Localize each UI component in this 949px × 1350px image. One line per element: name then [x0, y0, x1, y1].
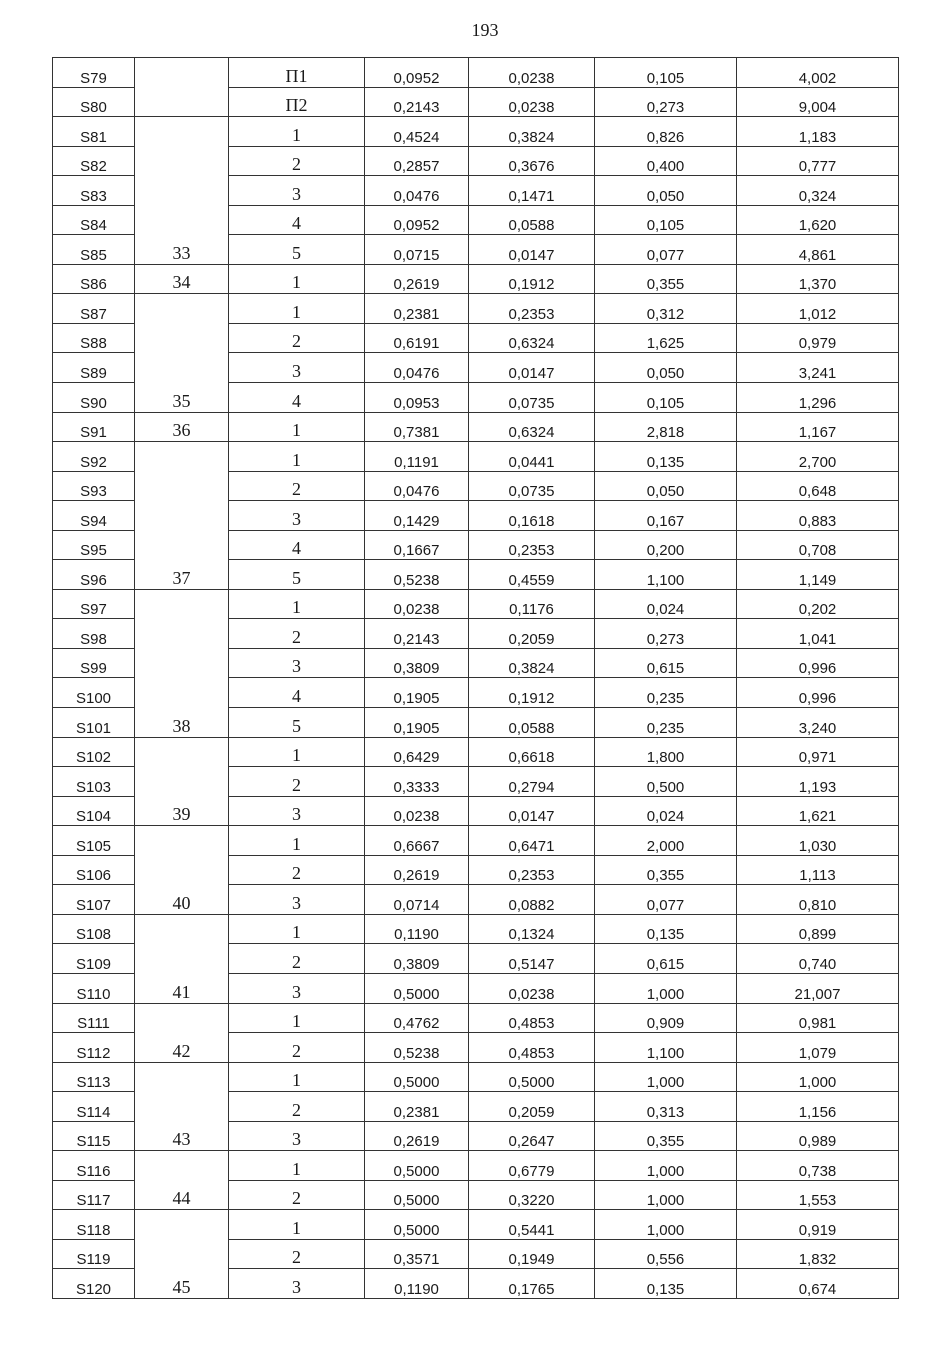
table-row	[53, 914, 899, 944]
value-cell-2: 0,0441	[469, 442, 595, 472]
value-cell-3: 0,355	[595, 264, 737, 294]
value-cell-3: 0,050	[595, 471, 737, 501]
sample-id-cell: S107	[53, 885, 135, 915]
value-cell-4: 1,113	[737, 855, 899, 885]
value-cell-1: 0,3809	[365, 648, 469, 678]
value-cell-3: 1,000	[595, 1062, 737, 1092]
sample-id-cell: S94	[53, 501, 135, 531]
group-number-cell	[135, 58, 229, 117]
value-cell-1: 0,5000	[365, 1151, 469, 1181]
sample-id-cell: S93	[53, 471, 135, 501]
value-cell-4: 4,002	[737, 58, 899, 88]
value-cell-4: 1,621	[737, 796, 899, 826]
sample-id-cell: S96	[53, 560, 135, 590]
group-number-cell: 41	[135, 914, 229, 1003]
value-cell-3: 1,100	[595, 1033, 737, 1063]
sample-id-cell: S118	[53, 1210, 135, 1240]
sub-number-cell: 3	[229, 973, 365, 1003]
value-cell-1: 0,1190	[365, 1269, 469, 1299]
value-cell-3: 1,000	[595, 1151, 737, 1181]
value-cell-3: 0,615	[595, 648, 737, 678]
value-cell-3: 0,355	[595, 855, 737, 885]
sample-id-cell: S102	[53, 737, 135, 767]
value-cell-2: 0,1912	[469, 678, 595, 708]
table-body	[53, 58, 899, 1299]
sample-id-cell: S110	[53, 973, 135, 1003]
sample-id-cell: S116	[53, 1151, 135, 1181]
table-row	[53, 442, 899, 472]
value-cell-4: 0,989	[737, 1121, 899, 1151]
value-cell-3: 0,135	[595, 914, 737, 944]
value-cell-1: 0,6191	[365, 323, 469, 353]
value-cell-2: 0,1471	[469, 176, 595, 206]
sub-number-cell: 1	[229, 1003, 365, 1033]
value-cell-4: 1,193	[737, 767, 899, 797]
value-cell-2: 0,1176	[469, 589, 595, 619]
value-cell-2: 0,0588	[469, 708, 595, 738]
sub-number-cell: 2	[229, 1180, 365, 1210]
sub-number-cell: 1	[229, 412, 365, 442]
table-row	[53, 589, 899, 619]
sub-number-cell: 3	[229, 648, 365, 678]
value-cell-3: 2,000	[595, 826, 737, 856]
sample-id-cell: S104	[53, 796, 135, 826]
value-cell-3: 0,313	[595, 1092, 737, 1122]
value-cell-1: 0,2619	[365, 1121, 469, 1151]
sample-id-cell: S87	[53, 294, 135, 324]
value-cell-3: 0,135	[595, 1269, 737, 1299]
value-cell-3: 1,625	[595, 323, 737, 353]
value-cell-2: 0,4559	[469, 560, 595, 590]
value-cell-2: 0,2794	[469, 767, 595, 797]
table-row	[53, 1003, 899, 1033]
value-cell-4: 0,996	[737, 648, 899, 678]
sub-number-cell: 2	[229, 323, 365, 353]
sub-number-cell: 2	[229, 146, 365, 176]
value-cell-3: 0,556	[595, 1239, 737, 1269]
table-row	[53, 412, 899, 442]
sub-number-cell: 3	[229, 176, 365, 206]
table-row	[53, 737, 899, 767]
value-cell-4: 0,777	[737, 146, 899, 176]
sample-id-cell: S100	[53, 678, 135, 708]
sub-number-cell: 2	[229, 767, 365, 797]
value-cell-4: 0,810	[737, 885, 899, 915]
value-cell-4: 0,899	[737, 914, 899, 944]
value-cell-2: 0,2353	[469, 530, 595, 560]
sample-id-cell: S113	[53, 1062, 135, 1092]
value-cell-2: 0,2647	[469, 1121, 595, 1151]
sample-id-cell: S83	[53, 176, 135, 206]
value-cell-1: 0,1905	[365, 678, 469, 708]
value-cell-1: 0,6429	[365, 737, 469, 767]
value-cell-4: 1,156	[737, 1092, 899, 1122]
value-cell-4: 9,004	[737, 87, 899, 117]
value-cell-3: 0,167	[595, 501, 737, 531]
sub-number-cell: 1	[229, 1062, 365, 1092]
sample-id-cell: S105	[53, 826, 135, 856]
value-cell-3: 0,050	[595, 353, 737, 383]
sub-number-cell: 2	[229, 1239, 365, 1269]
sub-number-cell: 3	[229, 796, 365, 826]
value-cell-3: 0,077	[595, 885, 737, 915]
sample-id-cell: S80	[53, 87, 135, 117]
value-cell-4: 1,620	[737, 205, 899, 235]
value-cell-2: 0,2059	[469, 619, 595, 649]
value-cell-1: 0,4762	[365, 1003, 469, 1033]
value-cell-4: 0,971	[737, 737, 899, 767]
value-cell-4: 0,738	[737, 1151, 899, 1181]
sample-id-cell: S112	[53, 1033, 135, 1063]
sub-number-cell: 1	[229, 826, 365, 856]
sub-number-cell: 2	[229, 944, 365, 974]
sample-id-cell: S119	[53, 1239, 135, 1269]
value-cell-3: 0,200	[595, 530, 737, 560]
value-cell-1: 0,0714	[365, 885, 469, 915]
page-number: 193	[471, 20, 499, 40]
value-cell-1: 0,5000	[365, 1062, 469, 1092]
value-cell-3: 0,135	[595, 442, 737, 472]
value-cell-3: 2,818	[595, 412, 737, 442]
value-cell-2: 0,2353	[469, 294, 595, 324]
table-row	[53, 826, 899, 856]
value-cell-3: 0,400	[595, 146, 737, 176]
sub-number-cell: П2	[229, 87, 365, 117]
sub-number-cell: 3	[229, 353, 365, 383]
sub-number-cell: 1	[229, 294, 365, 324]
sub-number-cell: 2	[229, 855, 365, 885]
sample-id-cell: S85	[53, 235, 135, 265]
value-cell-1: 0,0476	[365, 176, 469, 206]
value-cell-1: 0,3571	[365, 1239, 469, 1269]
value-cell-2: 0,0147	[469, 235, 595, 265]
value-cell-2: 0,5147	[469, 944, 595, 974]
sub-number-cell: 2	[229, 1092, 365, 1122]
value-cell-4: 1,553	[737, 1180, 899, 1210]
sample-id-cell: S117	[53, 1180, 135, 1210]
value-cell-1: 0,0715	[365, 235, 469, 265]
value-cell-1: 0,3333	[365, 767, 469, 797]
value-cell-1: 0,0952	[365, 58, 469, 88]
value-cell-1: 0,5238	[365, 560, 469, 590]
value-cell-3: 0,050	[595, 176, 737, 206]
value-cell-1: 0,5238	[365, 1033, 469, 1063]
value-cell-4: 1,079	[737, 1033, 899, 1063]
value-cell-4: 0,996	[737, 678, 899, 708]
sample-id-cell: S98	[53, 619, 135, 649]
value-cell-2: 0,0238	[469, 973, 595, 1003]
value-cell-3: 0,105	[595, 58, 737, 88]
sub-number-cell: 1	[229, 737, 365, 767]
sample-id-cell: S109	[53, 944, 135, 974]
sub-number-cell: 4	[229, 205, 365, 235]
value-cell-1: 0,6667	[365, 826, 469, 856]
value-cell-2: 0,5441	[469, 1210, 595, 1240]
group-number-cell: 38	[135, 589, 229, 737]
value-cell-1: 0,2619	[365, 855, 469, 885]
value-cell-4: 1,296	[737, 383, 899, 413]
value-cell-1: 0,1905	[365, 708, 469, 738]
value-cell-2: 0,6324	[469, 412, 595, 442]
value-cell-1: 0,5000	[365, 1210, 469, 1240]
value-cell-1: 0,3809	[365, 944, 469, 974]
value-cell-2: 0,1912	[469, 264, 595, 294]
value-cell-2: 0,1618	[469, 501, 595, 531]
value-cell-4: 1,370	[737, 264, 899, 294]
table-row	[53, 1151, 899, 1181]
value-cell-1: 0,0238	[365, 796, 469, 826]
sample-id-cell: S115	[53, 1121, 135, 1151]
value-cell-4: 2,700	[737, 442, 899, 472]
sub-number-cell: 4	[229, 678, 365, 708]
value-cell-2: 0,2353	[469, 855, 595, 885]
sub-number-cell: 3	[229, 1269, 365, 1299]
value-cell-3: 0,826	[595, 117, 737, 147]
value-cell-3: 0,105	[595, 383, 737, 413]
value-cell-1: 0,1667	[365, 530, 469, 560]
value-cell-4: 0,648	[737, 471, 899, 501]
sample-id-cell: S86	[53, 264, 135, 294]
sub-number-cell: 3	[229, 501, 365, 531]
value-cell-1: 0,2381	[365, 1092, 469, 1122]
value-cell-1: 0,0476	[365, 353, 469, 383]
sample-id-cell: S97	[53, 589, 135, 619]
sample-id-cell: S111	[53, 1003, 135, 1033]
sub-number-cell: 1	[229, 264, 365, 294]
sample-id-cell: S92	[53, 442, 135, 472]
value-cell-3: 0,235	[595, 708, 737, 738]
sub-number-cell: 1	[229, 117, 365, 147]
value-cell-2: 0,6779	[469, 1151, 595, 1181]
value-cell-1: 0,0238	[365, 589, 469, 619]
value-cell-2: 0,6471	[469, 826, 595, 856]
value-cell-2: 0,3824	[469, 117, 595, 147]
sample-id-cell: S90	[53, 383, 135, 413]
sub-number-cell: 3	[229, 885, 365, 915]
sample-id-cell: S89	[53, 353, 135, 383]
value-cell-1: 0,7381	[365, 412, 469, 442]
value-cell-3: 1,000	[595, 973, 737, 1003]
group-number-cell: 36	[135, 412, 229, 442]
value-cell-1: 0,0952	[365, 205, 469, 235]
group-number-cell: 39	[135, 737, 229, 826]
value-cell-4: 0,740	[737, 944, 899, 974]
sample-id-cell: S114	[53, 1092, 135, 1122]
value-cell-2: 0,5000	[469, 1062, 595, 1092]
value-cell-4: 1,012	[737, 294, 899, 324]
sample-id-cell: S81	[53, 117, 135, 147]
sample-id-cell: S91	[53, 412, 135, 442]
data-table	[52, 57, 899, 1299]
value-cell-4: 0,708	[737, 530, 899, 560]
group-number-cell: 33	[135, 117, 229, 265]
value-cell-3: 1,000	[595, 1210, 737, 1240]
value-cell-1: 0,2619	[365, 264, 469, 294]
sub-number-cell: П1	[229, 58, 365, 88]
value-cell-4: 0,979	[737, 323, 899, 353]
value-cell-2: 0,3676	[469, 146, 595, 176]
value-cell-4: 1,167	[737, 412, 899, 442]
value-cell-3: 0,500	[595, 767, 737, 797]
value-cell-1: 0,0953	[365, 383, 469, 413]
group-number-cell: 44	[135, 1151, 229, 1210]
table-row	[53, 1062, 899, 1092]
sub-number-cell: 4	[229, 530, 365, 560]
sample-id-cell: S108	[53, 914, 135, 944]
group-number-cell: 34	[135, 264, 229, 294]
value-cell-4: 4,861	[737, 235, 899, 265]
sample-id-cell: S79	[53, 58, 135, 88]
value-cell-3: 0,105	[595, 205, 737, 235]
value-cell-4: 0,202	[737, 589, 899, 619]
value-cell-4: 0,919	[737, 1210, 899, 1240]
value-cell-4: 21,007	[737, 973, 899, 1003]
value-cell-4: 0,324	[737, 176, 899, 206]
value-cell-2: 0,0735	[469, 383, 595, 413]
sub-number-cell: 5	[229, 560, 365, 590]
sample-id-cell: S95	[53, 530, 135, 560]
value-cell-4: 0,674	[737, 1269, 899, 1299]
value-cell-3: 0,024	[595, 796, 737, 826]
value-cell-2: 0,3824	[469, 648, 595, 678]
value-cell-1: 0,5000	[365, 1180, 469, 1210]
table-row	[53, 264, 899, 294]
sub-number-cell: 2	[229, 1033, 365, 1063]
value-cell-2: 0,0147	[469, 353, 595, 383]
value-cell-3: 0,024	[595, 589, 737, 619]
value-cell-1: 0,2857	[365, 146, 469, 176]
table-row	[53, 117, 899, 147]
table-row	[53, 1210, 899, 1240]
sample-id-cell: S106	[53, 855, 135, 885]
sample-id-cell: S120	[53, 1269, 135, 1299]
sample-id-cell: S99	[53, 648, 135, 678]
sample-id-cell: S84	[53, 205, 135, 235]
value-cell-3: 0,355	[595, 1121, 737, 1151]
value-cell-2: 0,0882	[469, 885, 595, 915]
value-cell-1: 0,2143	[365, 619, 469, 649]
value-cell-2: 0,6324	[469, 323, 595, 353]
value-cell-3: 1,100	[595, 560, 737, 590]
sub-number-cell: 1	[229, 914, 365, 944]
sample-id-cell: S88	[53, 323, 135, 353]
value-cell-1: 0,0476	[365, 471, 469, 501]
sub-number-cell: 1	[229, 442, 365, 472]
value-cell-3: 0,312	[595, 294, 737, 324]
value-cell-2: 0,0147	[469, 796, 595, 826]
value-cell-4: 1,832	[737, 1239, 899, 1269]
sub-number-cell: 4	[229, 383, 365, 413]
sample-id-cell: S103	[53, 767, 135, 797]
value-cell-3: 0,235	[595, 678, 737, 708]
value-cell-1: 0,1429	[365, 501, 469, 531]
value-cell-1: 0,1191	[365, 442, 469, 472]
table-row	[53, 58, 899, 88]
value-cell-3: 0,077	[595, 235, 737, 265]
value-cell-4: 1,000	[737, 1062, 899, 1092]
group-number-cell: 45	[135, 1210, 229, 1299]
sub-number-cell: 1	[229, 1151, 365, 1181]
value-cell-1: 0,1190	[365, 914, 469, 944]
value-cell-2: 0,0588	[469, 205, 595, 235]
group-number-cell: 37	[135, 442, 229, 590]
value-cell-2: 0,4853	[469, 1003, 595, 1033]
value-cell-2: 0,6618	[469, 737, 595, 767]
value-cell-4: 1,030	[737, 826, 899, 856]
group-number-cell: 42	[135, 1003, 229, 1062]
value-cell-2: 0,0735	[469, 471, 595, 501]
value-cell-4: 1,183	[737, 117, 899, 147]
value-cell-1: 0,2381	[365, 294, 469, 324]
value-cell-3: 1,000	[595, 1180, 737, 1210]
value-cell-4: 3,240	[737, 708, 899, 738]
sub-number-cell: 2	[229, 471, 365, 501]
value-cell-4: 3,241	[737, 353, 899, 383]
value-cell-4: 0,981	[737, 1003, 899, 1033]
group-number-cell: 43	[135, 1062, 229, 1151]
value-cell-2: 0,3220	[469, 1180, 595, 1210]
value-cell-1: 0,4524	[365, 117, 469, 147]
sample-id-cell: S101	[53, 708, 135, 738]
value-cell-1: 0,5000	[365, 973, 469, 1003]
value-cell-2: 0,1324	[469, 914, 595, 944]
sub-number-cell: 1	[229, 589, 365, 619]
value-cell-2: 0,0238	[469, 58, 595, 88]
value-cell-4: 0,883	[737, 501, 899, 531]
value-cell-2: 0,1949	[469, 1239, 595, 1269]
group-number-cell: 35	[135, 294, 229, 412]
sub-number-cell: 3	[229, 1121, 365, 1151]
value-cell-3: 0,615	[595, 944, 737, 974]
value-cell-1: 0,2143	[365, 87, 469, 117]
sub-number-cell: 1	[229, 1210, 365, 1240]
sub-number-cell: 5	[229, 708, 365, 738]
value-cell-2: 0,1765	[469, 1269, 595, 1299]
table-row	[53, 294, 899, 324]
value-cell-2: 0,0238	[469, 87, 595, 117]
sub-number-cell: 5	[229, 235, 365, 265]
value-cell-4: 1,149	[737, 560, 899, 590]
value-cell-4: 1,041	[737, 619, 899, 649]
value-cell-3: 1,800	[595, 737, 737, 767]
value-cell-2: 0,2059	[469, 1092, 595, 1122]
value-cell-3: 0,273	[595, 87, 737, 117]
group-number-cell: 40	[135, 826, 229, 915]
value-cell-3: 0,909	[595, 1003, 737, 1033]
sub-number-cell: 2	[229, 619, 365, 649]
value-cell-3: 0,273	[595, 619, 737, 649]
sample-id-cell: S82	[53, 146, 135, 176]
value-cell-2: 0,4853	[469, 1033, 595, 1063]
